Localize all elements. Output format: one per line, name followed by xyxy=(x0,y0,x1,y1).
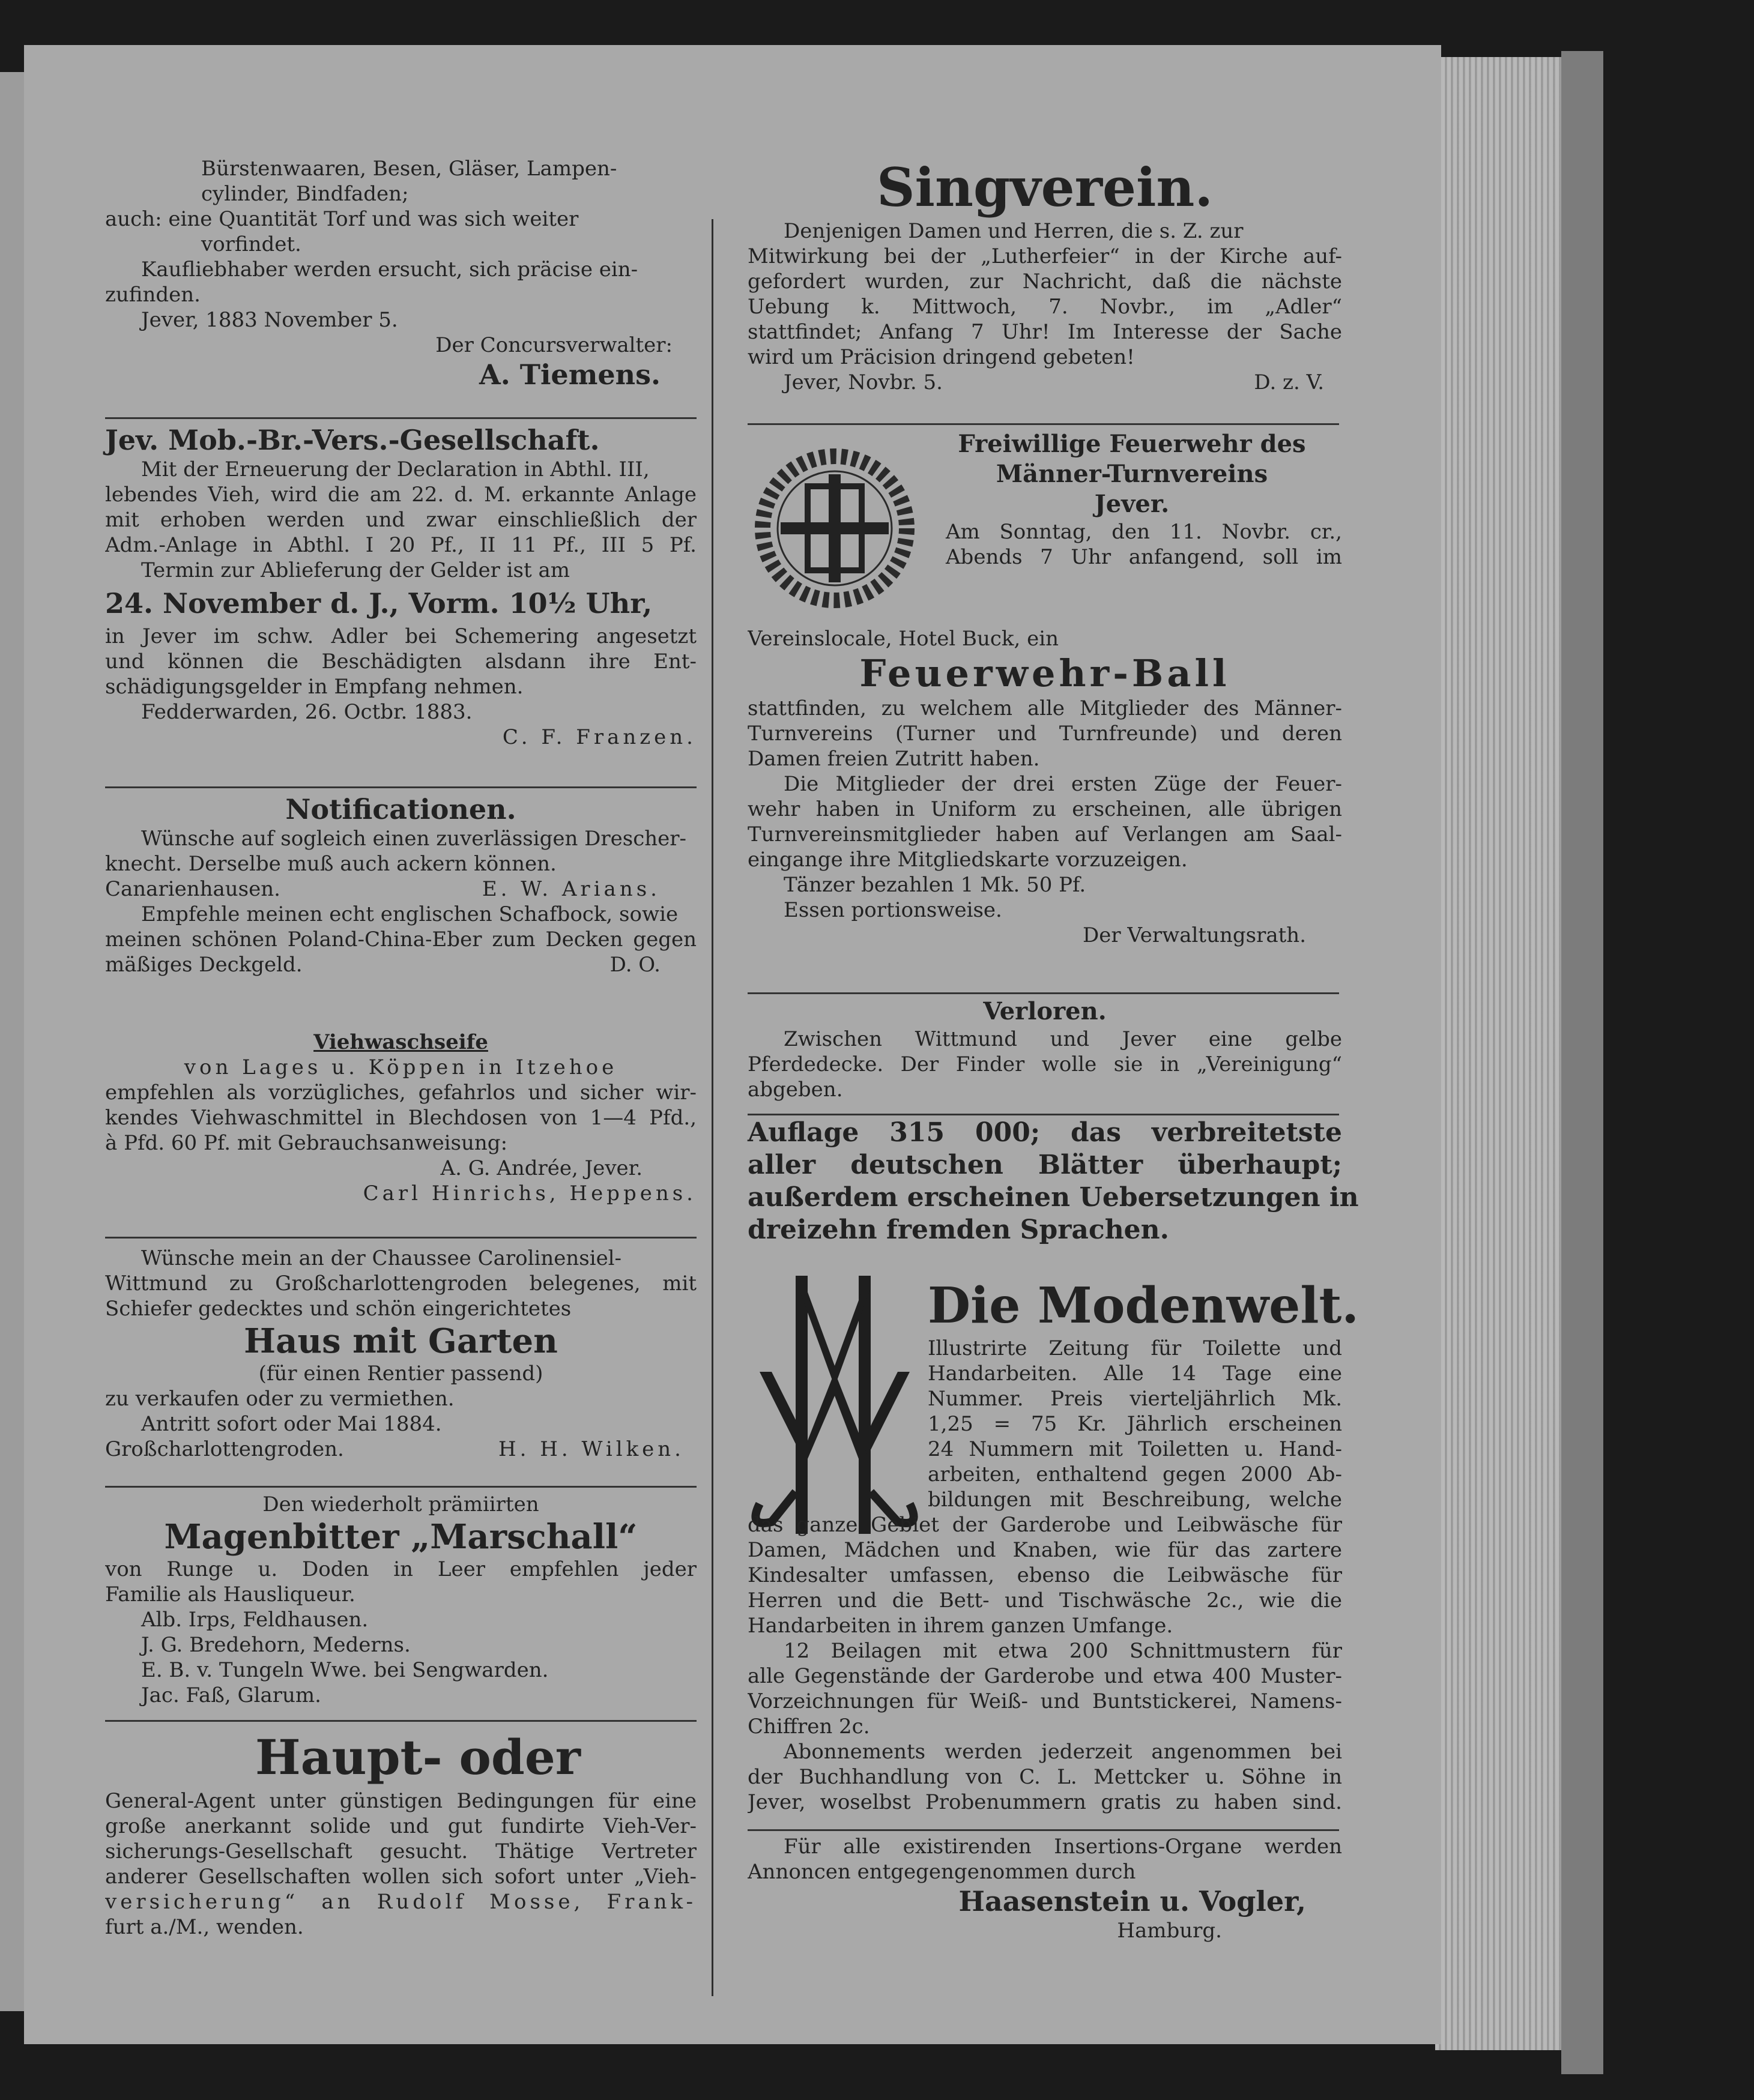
signature: Der Verwaltungsrath. xyxy=(1082,923,1306,947)
text-line: empfehlen als vorzügliches, gefahrlos und sicher wir- xyxy=(105,1081,697,1105)
text-line: wehr haben in Uniform zu erscheinen, alle übrigen xyxy=(748,797,1342,821)
headline-line: aller deutschen Blätter überhaupt; xyxy=(748,1150,1342,1180)
ad-title: Die Modenwelt. xyxy=(928,1277,1359,1335)
text-line: abgeben. xyxy=(748,1078,843,1102)
text-line: Annoncen entgegengenommen durch xyxy=(748,1860,1136,1884)
book-cover-edge xyxy=(1561,51,1603,2074)
text-line: Antritt sofort oder Mai 1884. xyxy=(141,1412,442,1436)
text-line: eingange ihre Mitgliedskarte vorzuzeigen. xyxy=(748,848,1188,872)
text-line: (für einen Rentier passend) xyxy=(258,1362,543,1386)
text-line xyxy=(105,877,697,902)
newspaper-page xyxy=(24,45,1441,2044)
text-line: Vorzeichnungen für Weiß- und Buntstickerei, Namens- xyxy=(748,1689,1342,1713)
signature: A. G. Andrée, Jever. xyxy=(440,1156,643,1180)
bitters-ad xyxy=(105,1492,697,1708)
ad-title: Magenbitter „Marschall“ xyxy=(164,1517,638,1557)
agent-ad xyxy=(105,1726,697,1940)
ad-title: Männer-Turnvereins xyxy=(996,460,1268,488)
headline-line: Auflage 315 000; das verbreitetste xyxy=(748,1117,1342,1148)
separator xyxy=(105,1237,697,1239)
signature: D. O. xyxy=(609,953,661,977)
ad-title: Verloren. xyxy=(983,997,1107,1025)
text-line: Abonnements werden jederzeit angenommen bei xyxy=(784,1740,1342,1764)
text-line: Zwischen Wittmund und Jever eine gelbe xyxy=(784,1027,1342,1051)
text-line: Jever, woselbst Probenummern gratis zu haben sind. xyxy=(748,1790,1342,1814)
text-line: kendes Viehwaschmittel in Blechdosen von 1—4 Pfd., xyxy=(105,1106,697,1130)
text-line: zufinden. xyxy=(105,283,201,307)
text-line: wird um Präcision dringend gebeten! xyxy=(748,345,1135,369)
text-line: Termin zur Ablieferung der Gelder ist am xyxy=(141,558,570,582)
text-line: Kindesalter umfassen, ebenso die Leibwäsche für xyxy=(748,1563,1342,1587)
text-line: Schiefer gedecktes und schön eingerichtetes xyxy=(105,1297,572,1321)
separator xyxy=(748,1114,1339,1115)
text-line: Kaufliebhaber werden ersucht, sich präcise ein- xyxy=(141,258,638,282)
text-line: Pferdedecke. Der Finder wolle sie in „Vereinigung“ xyxy=(748,1052,1342,1076)
place-date: Jever, Novbr. 5. xyxy=(784,370,943,394)
text-line: Handarbeiten in ihrem ganzen Umfange. xyxy=(748,1614,1173,1638)
soap-ad xyxy=(105,1030,697,1206)
text-line: Familie als Hausliqueur. xyxy=(105,1583,355,1607)
text-line: auch: eine Quantität Torf und was sich weiter xyxy=(105,207,579,231)
text-line: große anerkannt solide und gut fundirte Vieh-Ver- xyxy=(105,1814,697,1838)
modenwelt-monogram-icon xyxy=(748,1276,922,1534)
separator xyxy=(105,417,697,419)
text-line: Nummer. Preis vierteljährlich Mk. xyxy=(928,1387,1342,1411)
text-line: meinen schönen Poland-China-Eber zum Decken gegen xyxy=(105,928,697,952)
signature: H. H. Wilken. xyxy=(498,1437,685,1461)
ad-title: Viehwaschseife xyxy=(313,1030,488,1054)
ad-title: Notificationen. xyxy=(285,793,516,825)
text-line: Damen freien Zutritt haben. xyxy=(748,747,1040,771)
ad-body xyxy=(748,626,1342,948)
text-line: 12 Beilagen mit etwa 200 Schnittmustern für xyxy=(784,1639,1342,1663)
text-line: sicherungs-Gesellschaft gesucht. Thätige Vertreter xyxy=(105,1839,697,1863)
text-line: schädigungsgelder in Empfang nehmen. xyxy=(105,675,524,699)
text-line: lebendes Vieh, wird die am 22. d. M. erkannte Anlage xyxy=(105,483,697,507)
text-line xyxy=(105,1437,697,1462)
text-line: Die Mitglieder der drei ersten Züge der Feuer- xyxy=(784,772,1342,796)
text-line: Illustrirte Zeitung für Toilette und xyxy=(928,1336,1342,1360)
text-line: vorfindet. xyxy=(201,232,301,256)
text-line: Den wiederholt prämiirten xyxy=(262,1492,539,1516)
text-line: Damen, Mädchen und Knaben, wie für das zartere xyxy=(748,1538,1342,1562)
text-line: 1,25 = 75 Kr. Jährlich erscheinen xyxy=(928,1412,1342,1436)
separator xyxy=(105,786,697,788)
text-line: Wünsche mein an der Chaussee Carolinensiel- xyxy=(141,1246,622,1270)
text-line: Wittmund zu Großcharlottengroden belegenes, mit xyxy=(105,1272,697,1296)
text-line: Der Concursverwalter: xyxy=(435,333,673,357)
column-divider xyxy=(712,219,713,1996)
ad-header xyxy=(922,429,1342,570)
text-line: Uebung k. Mittwoch, 7. Novbr., im „Adler“ xyxy=(748,295,1342,319)
text-line: Empfehle meinen echt englischen Schafbock, sowie xyxy=(141,902,679,926)
ad-header xyxy=(928,1276,1359,1512)
text-line: E. B. v. Tungeln Wwe. bei Sengwarden. xyxy=(141,1658,549,1682)
agency-ad xyxy=(748,1834,1342,1943)
text-line: bildungen mit Beschreibung, welche xyxy=(928,1488,1342,1512)
text-line: von Runge u. Doden in Leer empfehlen jeder xyxy=(105,1557,697,1581)
ad-body xyxy=(748,1512,1342,1815)
text-line: alle Gegenstände der Garderobe und etwa 400 Muster- xyxy=(748,1664,1342,1688)
text-line: Wünsche auf sogleich einen zuverlässigen Drescher- xyxy=(141,827,687,851)
ad-title: Freiwillige Feuerwehr des xyxy=(958,430,1306,458)
text-line: Chiffren 2c. xyxy=(748,1715,870,1739)
text-line: Jac. Faß, Glarum. xyxy=(141,1683,321,1707)
text-line: in Jever im schw. Adler bei Schemering angesetzt xyxy=(105,624,697,648)
text-line: stattfinden, zu welchem alle Mitglieder des Männer- xyxy=(748,696,1342,720)
text-line: Turnvereinsmitglieder haben auf Verlangen am Saal- xyxy=(748,822,1342,846)
text-line: Bürstenwaaren, Besen, Gläser, Lampen- xyxy=(201,157,617,181)
text-line xyxy=(105,952,697,977)
text-line: J. G. Bredehorn, Mederns. xyxy=(141,1633,411,1657)
signature: A. Tiemens. xyxy=(479,358,661,391)
text-line: Handarbeiten. Alle 14 Tage eine xyxy=(928,1362,1342,1386)
firm-city: Hamburg. xyxy=(1117,1919,1222,1943)
separator xyxy=(748,1829,1339,1831)
text-line: gefordert wurden, zur Nachricht, daß die nächste xyxy=(748,270,1342,294)
separator xyxy=(748,992,1339,994)
text-line: das ganze Gebiet der Garderobe und Leibwäsche für xyxy=(748,1513,1342,1537)
ad-date: 24. November d. J., Vorm. 10½ Uhr, xyxy=(105,587,653,620)
text-line: Für alle existirenden Insertions-Organe werden xyxy=(784,1835,1342,1859)
text-line: zu verkaufen oder zu vermiethen. xyxy=(105,1387,455,1411)
text-line: General-Agent unter günstigen Bedingungen für eine xyxy=(105,1789,697,1813)
separator xyxy=(105,1486,697,1488)
text-line: à Pfd. 60 Pf. mit Gebrauchsanweisung: xyxy=(105,1131,508,1155)
text-line: Vereinslocale, Hotel Buck, ein xyxy=(748,627,1059,651)
text-line: Alb. Irps, Feldhausen. xyxy=(141,1608,369,1632)
place-name: Canarienhausen. xyxy=(105,877,280,901)
text-line: Am Sonntag, den 11. Novbr. cr., xyxy=(946,520,1342,544)
insurance-notice xyxy=(105,423,697,750)
separator xyxy=(748,423,1339,425)
text-line: Adm.-Anlage in Abthl. I 20 Pf., II 11 Pf., III 5 Pf. xyxy=(105,533,697,557)
lost-notice xyxy=(748,997,1342,1102)
text-line: Mitwirkung bei der „Lutherfeier“ in der Kirche auf- xyxy=(748,244,1342,268)
ad-title: Feuerwehr-Ball xyxy=(859,651,1230,695)
text-line: knecht. Derselbe muß auch ackern können. xyxy=(105,852,557,876)
text-line: Fedderwarden, 26. Octbr. 1883. xyxy=(141,700,473,724)
text-fragment: mäßiges Deckgeld. xyxy=(105,953,303,977)
text-line: Jever, 1883 November 5. xyxy=(141,308,398,332)
ad-title: Haus mit Garten xyxy=(244,1321,558,1361)
text-line: furt a./M., wenden. xyxy=(105,1915,304,1939)
text-line: Denjenigen Damen und Herren, die s. Z. zur xyxy=(784,219,1244,243)
place-name: Großcharlottengroden. xyxy=(105,1437,344,1461)
text-line: der Buchhandlung von C. L. Mettcker u. Söhne in xyxy=(748,1765,1342,1789)
headline-line: dreizehn fremden Sprachen. xyxy=(748,1214,1169,1245)
signature: D. z. V. xyxy=(1254,370,1324,394)
separator xyxy=(105,1720,697,1722)
ad-title: Haupt- oder xyxy=(255,1729,581,1785)
auction-notice xyxy=(105,156,697,391)
text-line: Herren und die Bett- und Tischwäsche 2c., wie die xyxy=(748,1589,1342,1613)
text-line: Essen portionsweise. xyxy=(784,898,1002,922)
ad-title: Jev. Mob.-Br.-Vers.-Gesellschaft. xyxy=(105,424,600,456)
text-line: stattfindet; Anfang 7 Uhr! Im Interesse der Sache xyxy=(748,320,1342,344)
page-stack-edge xyxy=(1435,57,1579,2050)
circulation-notice xyxy=(748,1117,1359,1246)
text-line: 24 Nummern mit Toiletten u. Hand- xyxy=(928,1437,1342,1461)
firm-name: Haasenstein u. Vogler, xyxy=(958,1885,1306,1917)
text-line: anderer Gesellschaften wollen sich sofort unter „Vieh- xyxy=(105,1865,697,1889)
text-line: und können die Beschädigten alsdann ihre Ent- xyxy=(105,650,697,674)
text-line: arbeiten, enthaltend gegen 2000 Ab- xyxy=(928,1462,1342,1486)
signature: E. W. Arians. xyxy=(482,877,661,901)
text-line: Turnvereins (Turner und Turnfreunde) und deren xyxy=(748,722,1342,746)
text-line xyxy=(748,370,1342,395)
signature: C. F. Franzen. xyxy=(502,725,697,749)
text-line: von Lages u. Köppen in Itzehoe xyxy=(184,1055,618,1079)
text-line: cylinder, Bindfaden; xyxy=(201,182,409,206)
signature: Carl Hinrichs, Heppens. xyxy=(363,1181,697,1205)
text-line: versicherung“ an Rudolf Mosse, Frank- xyxy=(105,1890,697,1914)
singing-club-ad xyxy=(748,156,1342,395)
text-line: mit erhoben werden und zwar einschließlich der xyxy=(105,508,697,532)
notifications xyxy=(105,792,697,977)
ad-title: Jever. xyxy=(1094,490,1170,518)
fire-brigade-emblem-icon xyxy=(748,441,922,615)
text-line: Abends 7 Uhr anfangend, soll im xyxy=(946,545,1342,569)
headline-line: außerdem erscheinen Uebersetzungen in xyxy=(748,1182,1359,1213)
text-line: Tänzer bezahlen 1 Mk. 50 Pf. xyxy=(784,873,1086,897)
house-ad xyxy=(105,1246,697,1462)
ad-title: Singverein. xyxy=(876,156,1213,219)
text-line: Mit der Erneuerung der Declaration in Abthl. III, xyxy=(141,457,650,481)
